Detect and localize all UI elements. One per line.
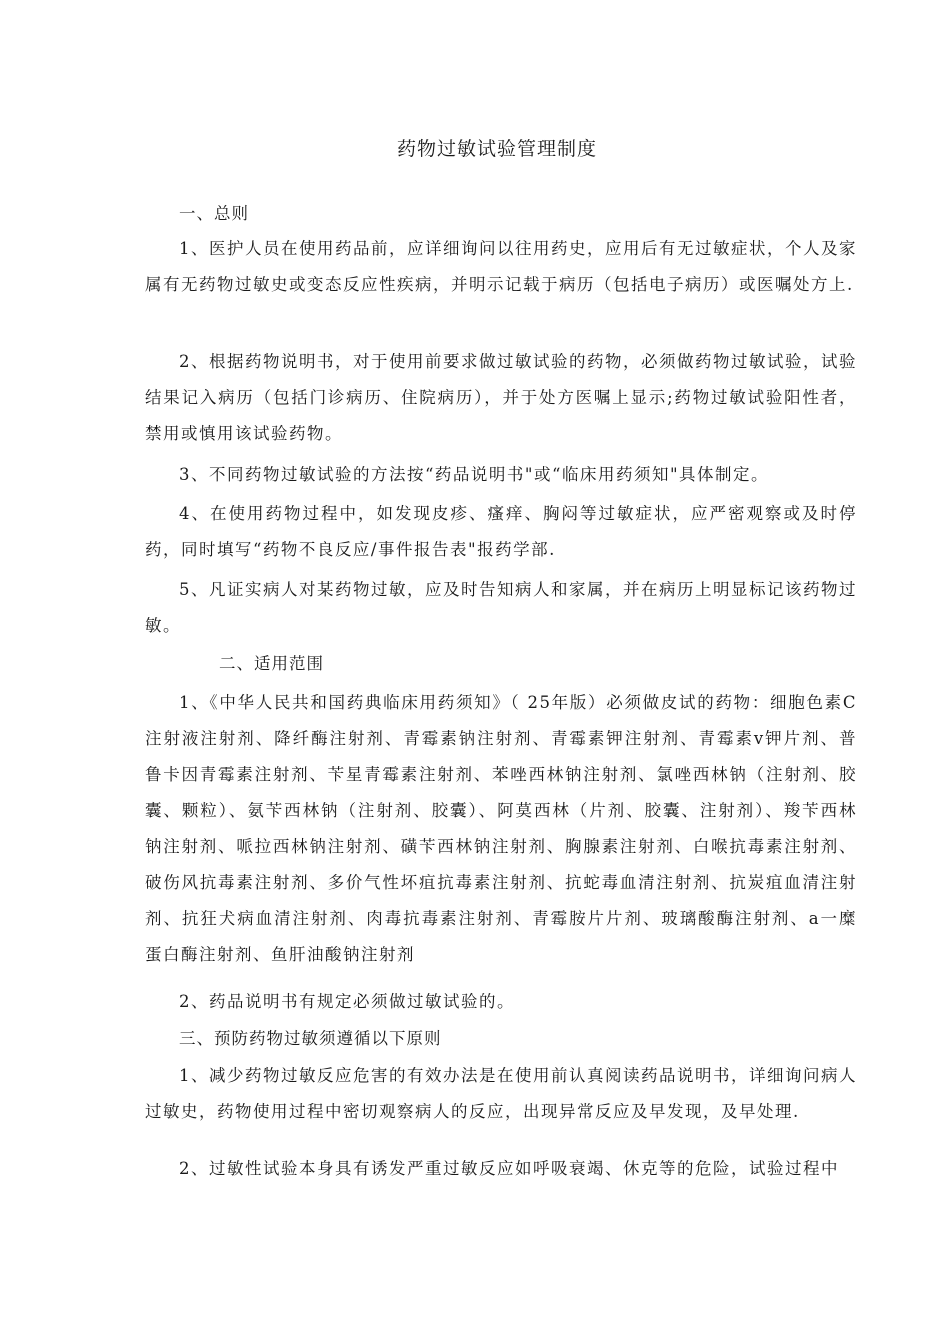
paragraph: 4、在使用药物过程中，如发现皮疹、瘙痒、胸闷等过敏症状，应严密观察或及时停药，同时填写“药物不良反应/事件报告表"报药学部. [145,504,857,559]
paragraph: 3、不同药物过敏试验的方法按“药品说明书"或“临床用药须知"具体制定。 [179,465,770,484]
document-title: 药物过敏试验管理制度 [396,138,597,160]
paragraph: 2、根据药物说明书，对于使用前要求做过敏试验的药物，必须做药物过敏试验，试验结果记入病历（包括门诊病历、住院病历），并于处方医嘱上显示;药物过敏试验阳性者，禁用或慎用该试验药物。 [145,352,857,443]
section-heading-scope: 二、适用范围 [219,654,324,673]
paragraph: 2、药品说明书有规定必须做过敏试验的。 [179,992,515,1011]
section-heading-principles: 三、预防药物过敏须遵循以下原则 [179,1029,442,1048]
paragraph: 1、《中华人民共和国药典临床用药须知》（ 25年版）必须做皮试的药物：细胞色素C注射液注射剂、降纤酶注射剂、青霉素钠注射剂、青霉素钾注射剂、青霉素v钾片剂、普鲁卡因青霉素注射剂、苄星青霉素注射剂、苯唑西林钠注射剂、氯唑西林钠（注射剂、胶囊、颗粒）、氨苄西林钠（注射剂、胶囊）、阿莫西林（片剂、胶囊、注射剂）、羧苄西林钠注射剂、哌拉西林钠注射剂、磺苄西林钠注射剂、胸腺素注射剂、白喉抗毒素注射剂、破伤风抗毒素注射剂、多价气性坏疽抗毒素注射剂、抗蛇毒血清注射剂、抗炭疽血清注射剂、抗狂犬病血清注射剂、肉毒抗毒素注射剂、青霉胺片片剂、玻璃酸酶注射剂、a一糜蛋白酶注射剂、鱼肝油酸钠注射剂 [145,693,857,964]
paragraph: 5、凡证实病人对某药物过敏，应及时告知病人和家属，并在病历上明显标记该药物过敏。 [145,580,857,635]
paragraph: 1、减少药物过敏反应危害的有效办法是在使用前认真阅读药品说明书，详细询问病人过敏史，药物使用过程中密切观察病人的反应，出现异常反应及早发现，及早处理. [145,1066,857,1121]
section-heading-general: 一、总则 [179,204,249,223]
paragraph: 1、医护人员在使用药品前，应详细询问以往用药史，应用后有无过敏症状，个人及家属有无药物过敏史或变态反应性疾病，并明示记载于病历（包括电子病历）或医嘱处方上. [145,239,857,294]
paragraph: 2、过敏性试验本身具有诱发严重过敏反应如呼吸衰竭、休克等的危险，试验过程中 [179,1159,839,1178]
